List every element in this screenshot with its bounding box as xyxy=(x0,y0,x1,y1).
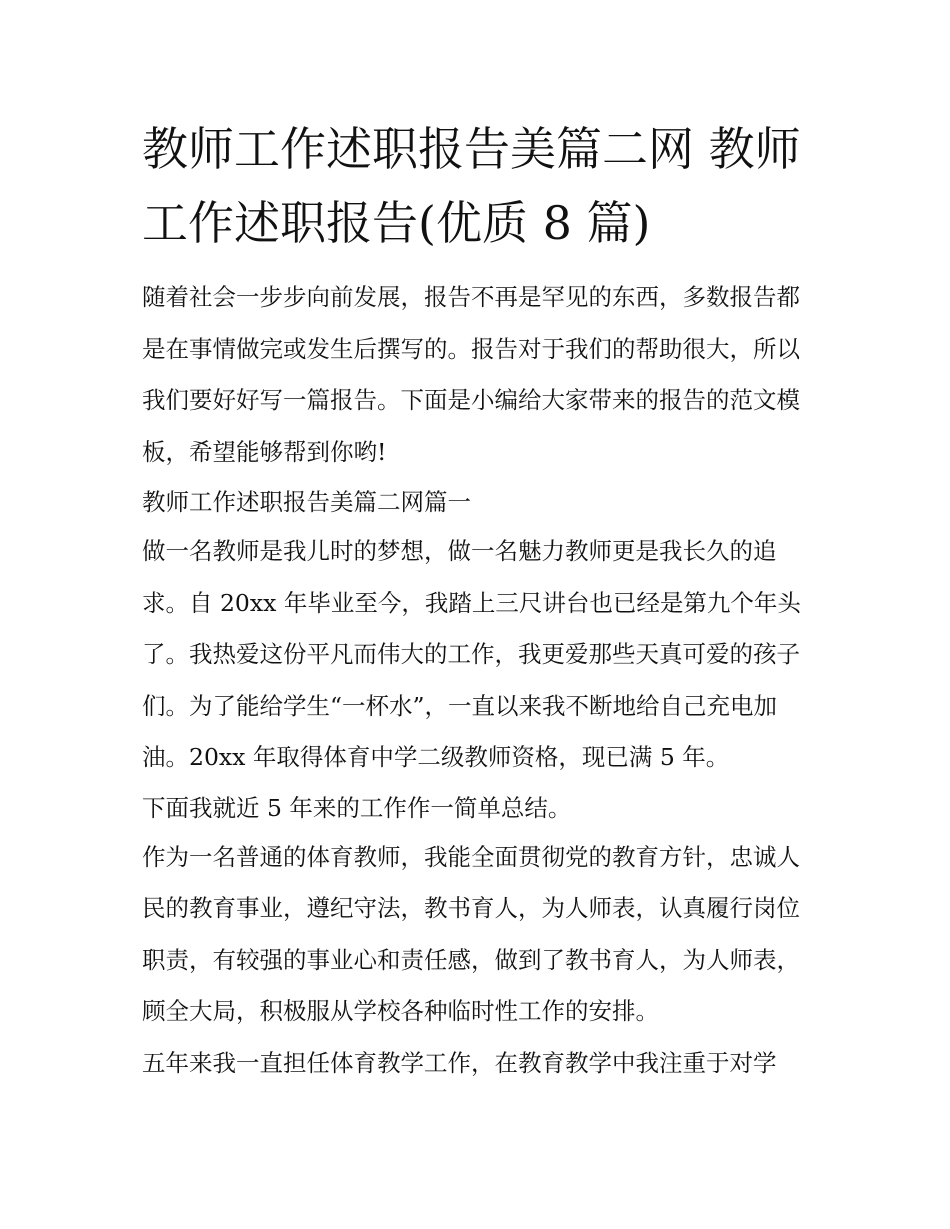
document-page xyxy=(142,112,822,1089)
body-paragraph: 五年来我一直担任体育教学工作，在教育教学中我注重于对学 xyxy=(142,1048,777,1077)
intro-paragraph: 随着社会一步步向前发展，报告不再是罕见的东西，多数报告都是在事情做完或发生后撰写的。报告对于我们的帮助很大，所以我们要好好写一篇报告。下面是小编给大家带来的报告的范文模板，希望能够帮到你哟! xyxy=(142,283,800,466)
body-paragraph: 下面我就近 5 年来的工作作一简单总结。 xyxy=(142,793,572,822)
document-title: 教师工作述职报告美篇二网 教师工作述职报告(优质 8 篇) xyxy=(142,122,801,250)
body-paragraph: 做一名教师是我儿时的梦想，做一名魅力教师更是我长久的追求。自 20xx 年毕业至今，我踏上三尺讲台也已经是第九个年头了。我热爱这份平凡而伟大的工作，我更爱那些天真可爱的孩子们。为了能给学生“一杯水”，一直以来我不断地给自己充电加油。20xx 年取得体育中学二级教师资格，现已满 5 年。 xyxy=(142,537,801,771)
section-heading: 教师工作述职报告美篇二网篇一 xyxy=(142,488,471,516)
body-paragraph: 作为一名普通的体育教师，我能全面贯彻党的教育方针，忠诚人民的教育事业，遵纪守法，教书育人，为人师表，认真履行岗位职责，有较强的事业心和责任感，做到了教书育人，为人师表，顾全大局，积极服从学校各种临时性工作的安排。 xyxy=(142,842,800,1025)
